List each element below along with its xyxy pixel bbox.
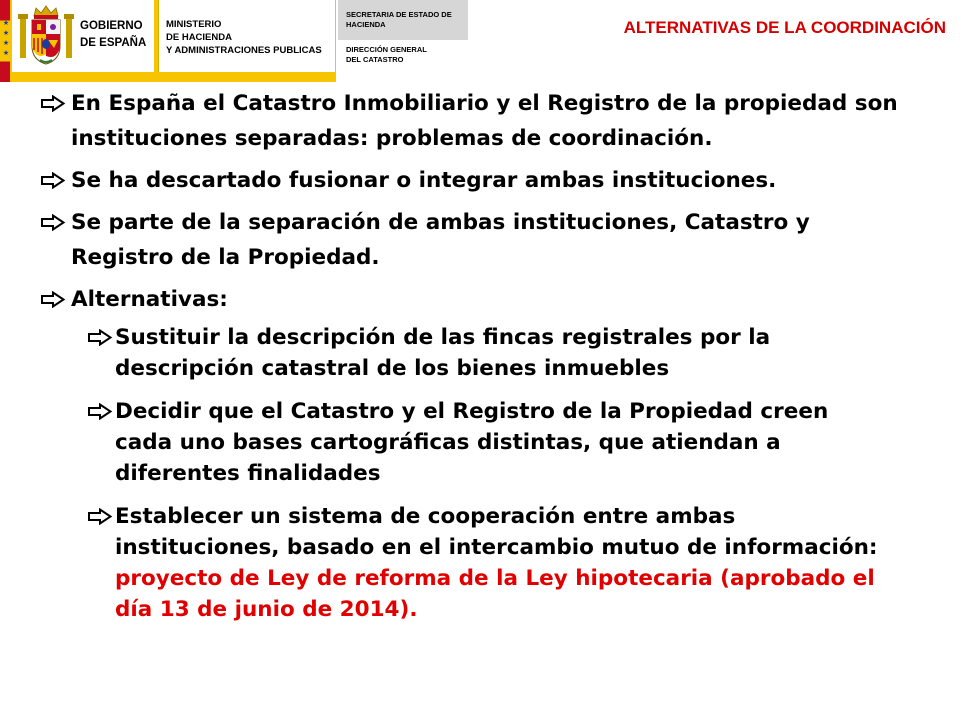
direccion-line2: DEL CATASTRO [346,55,404,64]
ministerio-line3: Y ADMINISTRACIONES PUBLICAS [166,45,322,56]
ministerio-line2: DE HACIENDA [166,32,232,43]
secretaria-line1: SECRETARIA DE ESTADO DE [346,10,452,19]
gobierno-line1: GOBIERNO [80,20,143,32]
hollow-right-arrow-icon [87,329,113,346]
slide-content [0,86,960,637]
gobierno-line2: DE ESPAÑA [80,37,147,49]
ministerio-text [166,18,334,57]
sub-bullet-text: Establecer un sistema de cooperación entre ambas instituciones, basado en el intercambio mutuo de información: [115,504,878,560]
bullet-item [0,205,960,275]
bullet-list [0,86,960,625]
gobierno-de-espana-text [80,18,152,52]
eu-stars-icon: ★ ★ ★ ★ [2,19,10,57]
sub-bullet-item [115,396,910,489]
sub-bullet-item [115,322,910,384]
ministerio-line1: MINISTERIO [166,19,222,30]
direccion-text [346,45,466,65]
bullet-text: Alternativas: [71,287,228,312]
direccion-line1: DIRECCIÓN GENERAL [346,45,427,54]
coat-of-arms-icon [18,4,74,68]
bullet-text: Se ha descartado fusionar o integrar ambas instituciones. [71,168,777,193]
bullet-text: En España el Catastro Inmobiliario y el Registro de la propiedad son instituciones separadas: problemas de coordinación. [71,91,898,151]
bullet-item [0,282,960,625]
header [0,0,960,82]
slide-title: ALTERNATIVAS DE LA COORDINACIÓN [623,18,946,37]
sub-bullet-item [115,501,910,625]
sub-bullet-text: Sustituir la descripción de las fincas registrales por la descripción catastral de los bienes inmuebles [115,325,771,381]
secretaria-line2: HACIENDA [346,20,386,29]
sub-bullet-list [71,322,910,625]
highlighted-law-text: proyecto de Ley de reforma de la Ley hipotecaria (aprobado el día 13 de junio de 2014). [115,566,875,622]
hollow-right-arrow-icon [40,172,66,189]
sub-bullet-text: Decidir que el Catastro y el Registro de la Propiedad creen cada uno bases cartográficas distintas, que atiendan a diferentes finalidades [115,399,829,486]
bullet-item [0,86,960,156]
bullet-text: Se parte de la separación de ambas instituciones, Catastro y Registro de la Propiedad. [71,210,810,270]
hollow-right-arrow-icon [40,291,66,308]
secretaria-text [346,10,466,30]
bullet-item [0,163,960,198]
hollow-right-arrow-icon [87,508,113,525]
hollow-right-arrow-icon [40,214,66,231]
hollow-right-arrow-icon [87,403,113,420]
hollow-right-arrow-icon [40,95,66,112]
